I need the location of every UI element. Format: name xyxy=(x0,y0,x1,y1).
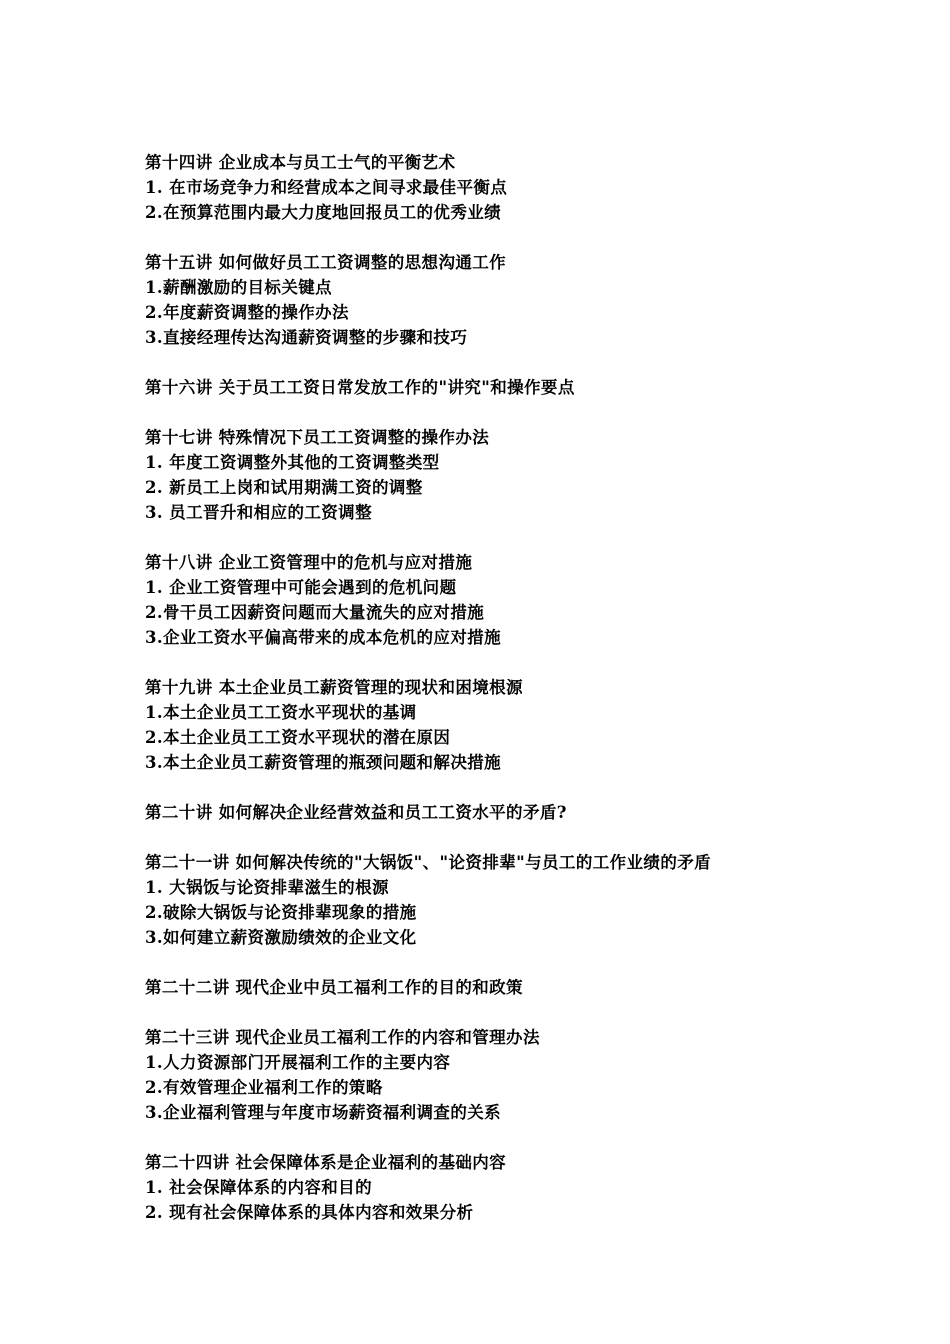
lecture-item: 1. 社会保障体系的内容和目的 xyxy=(145,1178,372,1197)
lecture-section xyxy=(145,975,925,1000)
lecture-item: 3.如何建立薪资激励绩效的企业文化 xyxy=(145,928,417,947)
lecture-section xyxy=(145,800,925,825)
lecture-item: 1. 企业工资管理中可能会遇到的危机问题 xyxy=(145,578,457,597)
lecture-item: 1.薪酬激励的目标关键点 xyxy=(145,278,333,297)
lecture-heading: 第十五讲 如何做好员工工资调整的思想沟通工作 xyxy=(145,253,507,272)
lecture-item: 1.本土企业员工工资水平现状的基调 xyxy=(145,703,417,722)
lecture-item: 2.破除大锅饭与论资排辈现象的措施 xyxy=(145,903,417,922)
lecture-section xyxy=(145,1150,925,1225)
lecture-heading: 第二十一讲 如何解决传统的"大锅饭"、"论资排辈"与员工的工作业绩的矛盾 xyxy=(145,853,712,872)
lecture-item: 2.有效管理企业福利工作的策略 xyxy=(145,1078,383,1097)
lecture-item: 1. 在市场竞争力和经营成本之间寻求最佳平衡点 xyxy=(145,178,508,197)
lecture-heading: 第十六讲 关于员工工资日常发放工作的"讲究"和操作要点 xyxy=(145,378,575,397)
lecture-item: 3. 员工晋升和相应的工资调整 xyxy=(145,503,372,522)
lecture-heading: 第十八讲 企业工资管理中的危机与应对措施 xyxy=(145,553,473,572)
lecture-item: 2. 现有社会保障体系的具体内容和效果分析 xyxy=(145,1203,474,1222)
lecture-heading: 第二十讲 如何解决企业经营效益和员工工资水平的矛盾? xyxy=(145,803,567,822)
lecture-heading: 第二十三讲 现代企业员工福利工作的内容和管理办法 xyxy=(145,1028,540,1047)
lecture-heading: 第十九讲 本土企业员工薪资管理的现状和困境根源 xyxy=(145,678,523,697)
lecture-heading: 第二十四讲 社会保障体系是企业福利的基础内容 xyxy=(145,1153,507,1172)
lecture-item: 1. 年度工资调整外其他的工资调整类型 xyxy=(145,453,440,472)
lecture-item: 2. 新员工上岗和试用期满工资的调整 xyxy=(145,478,423,497)
document-body xyxy=(145,150,925,1250)
lecture-item: 2.本土企业员工工资水平现状的潜在原因 xyxy=(145,728,451,747)
lecture-section xyxy=(145,150,925,225)
lecture-section xyxy=(145,425,925,525)
lecture-section xyxy=(145,675,925,775)
lecture-heading: 第二十二讲 现代企业中员工福利工作的目的和政策 xyxy=(145,978,523,997)
lecture-section xyxy=(145,375,925,400)
lecture-item: 3.企业福利管理与年度市场薪资福利调查的关系 xyxy=(145,1103,502,1122)
lecture-heading: 第十七讲 特殊情况下员工工资调整的操作办法 xyxy=(145,428,490,447)
lecture-section xyxy=(145,550,925,650)
lecture-section xyxy=(145,1025,925,1125)
lecture-section xyxy=(145,250,925,350)
lecture-item: 3.企业工资水平偏高带来的成本危机的应对措施 xyxy=(145,628,502,647)
lecture-item: 3.本土企业员工薪资管理的瓶颈问题和解决措施 xyxy=(145,753,502,772)
lecture-item: 2.在预算范围内最大力度地回报员工的优秀业绩 xyxy=(145,203,502,222)
lecture-item: 3.直接经理传达沟通薪资调整的步骤和技巧 xyxy=(145,328,468,347)
lecture-item: 1.人力资源部门开展福利工作的主要内容 xyxy=(145,1053,451,1072)
lecture-section xyxy=(145,850,925,950)
lecture-item: 2.骨干员工因薪资问题而大量流失的应对措施 xyxy=(145,603,485,622)
lecture-item: 2.年度薪资调整的操作办法 xyxy=(145,303,349,322)
lecture-heading: 第十四讲 企业成本与员工士气的平衡艺术 xyxy=(145,153,456,172)
lecture-item: 1. 大锅饭与论资排辈滋生的根源 xyxy=(145,878,389,897)
